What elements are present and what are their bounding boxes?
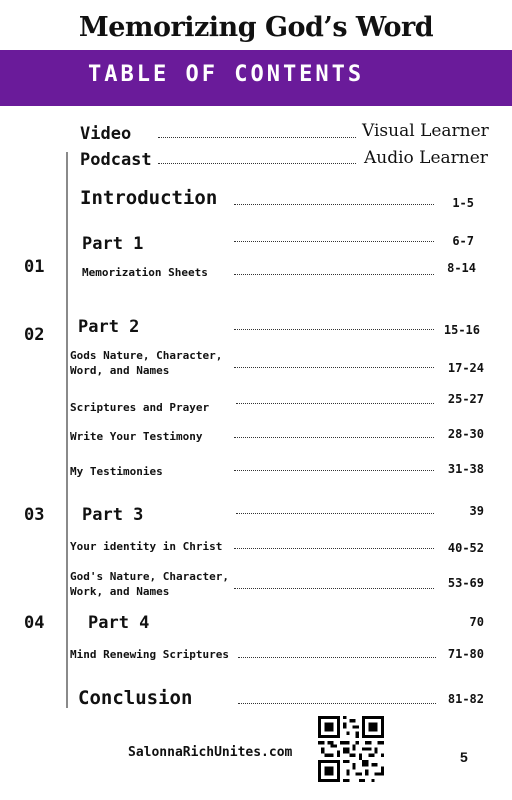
part4-pages: 70 (469, 615, 484, 629)
dot-leader (234, 204, 434, 205)
memorization-sheets-pages: 8-14 (447, 261, 476, 275)
part1-label: Part 1 (82, 234, 144, 254)
conclusion-label: Conclusion (78, 687, 193, 709)
memorization-sheets-label: Memorization Sheets (82, 266, 208, 279)
part3-label: Part 3 (82, 505, 144, 525)
section-number-01: 01 (24, 257, 45, 277)
footer-website-link[interactable]: SalonnaRichUnites.com (128, 745, 293, 760)
gods-nature-2-label: God's Nature, Character, Work, and Names (70, 570, 229, 598)
vertical-divider (66, 152, 68, 708)
podcast-label: Podcast (80, 150, 152, 170)
gods-nature-pages: 17-24 (447, 361, 484, 375)
section-number-03: 03 (24, 505, 45, 525)
page-number: 5 (460, 749, 468, 765)
introduction-label: Introduction (80, 187, 218, 209)
identity-pages: 40-52 (447, 541, 484, 555)
identity-label: Your identity in Christ (70, 540, 223, 553)
part1-pages: 6-7 (452, 234, 474, 248)
scriptures-prayer-pages: 25-27 (447, 392, 484, 406)
dot-leader (234, 470, 434, 471)
mind-renewing-label: Mind Renewing Scriptures (70, 648, 229, 661)
scriptures-prayer-label: Scriptures and Prayer (70, 401, 210, 414)
gods-nature-label: Gods Nature, Character, Word, and Names (70, 349, 223, 377)
part3-pages: 39 (469, 504, 484, 518)
audio-learner: Audio Learner (364, 148, 488, 168)
part2-label: Part 2 (78, 317, 140, 337)
dot-leader (234, 241, 434, 242)
introduction-pages: 1-5 (452, 196, 474, 210)
part4-label: Part 4 (88, 613, 150, 633)
video-label: Video (80, 124, 132, 144)
dot-leader (236, 403, 434, 404)
dot-leader (234, 329, 434, 330)
dot-leader (234, 274, 434, 275)
section-number-04: 04 (24, 613, 45, 633)
dot-leader (234, 437, 434, 438)
dot-leader (234, 548, 434, 549)
toc-banner (0, 50, 512, 106)
mind-renewing-pages: 71-80 (447, 647, 484, 661)
dot-leader (158, 137, 356, 138)
write-testimony-pages: 28-30 (447, 427, 484, 441)
dot-leader (234, 588, 434, 589)
dot-leader (236, 513, 434, 514)
conclusion-pages: 81-82 (447, 692, 484, 706)
dot-leader (234, 367, 434, 368)
write-testimony-label: Write Your Testimony (70, 430, 203, 443)
page-title: Memorizing God’s Word (78, 12, 434, 43)
dot-leader (238, 657, 436, 658)
dot-leader (158, 163, 356, 164)
qr-code-icon (318, 716, 384, 782)
section-number-02: 02 (24, 325, 45, 345)
toc-heading: TABLE OF CONTENTS (88, 62, 365, 87)
dot-leader (238, 703, 436, 704)
gods-nature-2-pages: 53-69 (447, 576, 484, 590)
my-testimonies-pages: 31-38 (447, 462, 484, 476)
visual-learner: Visual Learner (362, 121, 489, 141)
my-testimonies-label: My Testimonies (70, 465, 163, 478)
part2-pages: 15-16 (443, 323, 480, 337)
